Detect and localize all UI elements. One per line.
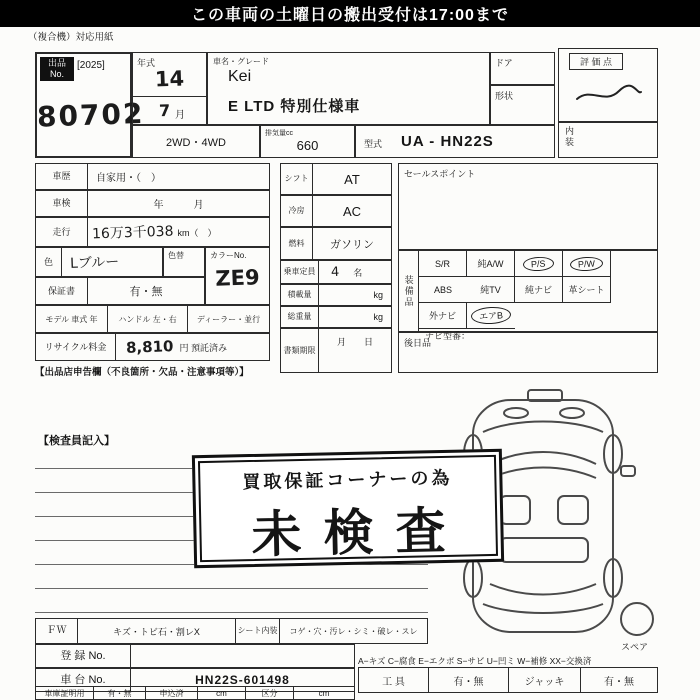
weight-row [280, 306, 392, 328]
notice-banner [0, 0, 700, 27]
name-grade-label: 車名・グレード [213, 57, 269, 66]
equip-sr: S/R [419, 251, 467, 277]
capacity-label: 乗車定員 [281, 261, 319, 283]
equip-airbag [467, 303, 515, 329]
garage-cell-3: cm [198, 687, 246, 699]
exhibit-no-label: 出品No. [40, 57, 74, 81]
fw-label: ＦＷ [36, 619, 78, 643]
registration-row [35, 644, 355, 668]
recycle-value: 8,810 [125, 337, 174, 357]
equipment-label: 装備品 [403, 274, 414, 308]
year-box [132, 52, 207, 125]
tools-row [358, 667, 658, 693]
sales-point-box [398, 163, 658, 250]
equip-airbag-circled: エアB [471, 306, 512, 325]
model-code-cell [355, 125, 555, 158]
capacity-value: 4 [330, 264, 340, 280]
tool-value: 有・無 [429, 668, 509, 692]
weight-unit: kg [373, 312, 383, 322]
model-year-unit: 年 [89, 314, 98, 324]
name-grade-box [207, 52, 490, 125]
fuel-row [280, 227, 392, 260]
door-box [490, 52, 555, 85]
warranty-row [35, 277, 205, 305]
load-unit: kg [373, 290, 383, 300]
history-label: 車歴 [36, 164, 88, 189]
mileage-unit: km（ ） [177, 227, 217, 238]
equip-tv: 純TV [467, 277, 515, 303]
model-handle-row [35, 305, 270, 333]
navi-model-label: ナビ型番： [425, 331, 471, 341]
exhibit-no-box [35, 52, 145, 158]
declaration-note: 【出品店申告欄（不良箇所・欠品・注意事項等）】 [35, 367, 249, 378]
chassis-value: HN22S-601498 [195, 673, 290, 687]
ac-label: 冷房 [281, 196, 313, 226]
displacement-value: 660 [296, 138, 319, 153]
docs-value: 月 日 [336, 337, 373, 347]
color-change-label: 色替 [168, 251, 184, 260]
equip-aw: 純A/W [467, 251, 515, 277]
score-box [558, 48, 658, 122]
jack-label: ジャッキ [509, 668, 581, 692]
spare-tire-mark [620, 602, 654, 636]
equip-navi: 純ナビ [515, 277, 563, 303]
car-name: Kei [228, 68, 252, 85]
registration-label: 登 録 No. [36, 645, 131, 667]
sales-point-label: セールスポイント [404, 169, 476, 179]
warranty-label: 保証書 [36, 278, 88, 304]
garage-row [35, 686, 355, 700]
seat-value: コゲ・穴・汚レ・シミ・破レ・スレ [289, 626, 418, 636]
model-code-value: UA - HN22S [401, 133, 494, 150]
fw-row [35, 618, 428, 644]
garage-cell-5: cm [318, 688, 330, 698]
mileage-label: 走行 [36, 218, 88, 246]
stamp-reason-text: 買取保証コーナーの為 [242, 467, 453, 493]
spare-label: スペア [621, 642, 649, 652]
equip-pw-circled: P/W [570, 256, 604, 272]
shaken-label: 車検 [36, 191, 88, 216]
equipment-grid [419, 251, 657, 329]
inspector-line [35, 612, 428, 613]
month-unit: 月 [175, 110, 185, 121]
load-row [280, 284, 392, 306]
docs-row [280, 328, 392, 373]
color-no-cell [205, 247, 270, 305]
interior-label: 内装 [564, 126, 574, 148]
stamp-main-text: 未検査 [250, 502, 469, 564]
displacement-cell [260, 125, 355, 158]
jack-value: 有・無 [604, 676, 634, 688]
load-label: 積載量 [281, 285, 319, 305]
equipment-box [398, 250, 658, 341]
year-value: 14 [154, 66, 185, 92]
garage-cell-1: 有・無 [94, 687, 146, 699]
shaken-row [35, 190, 270, 217]
score-label: 評 価 点 [569, 53, 623, 70]
registration-value [131, 645, 354, 667]
later-items-label: 後日品 [404, 338, 432, 348]
mileage-row [35, 217, 270, 247]
mileage-value: 16万3千038 [91, 223, 174, 243]
score-handwritten-mark [573, 79, 645, 111]
shift-label: シフト [281, 164, 313, 194]
door-label: ドア [495, 58, 513, 68]
car-grade: E LTD 特別仕様車 [228, 98, 361, 115]
year-stamp: [2025] [77, 60, 105, 71]
month-value: 7 [158, 100, 171, 121]
ac-value: AC [342, 203, 362, 219]
shape-box [490, 85, 555, 125]
color-row [35, 247, 163, 277]
shape-label: 形状 [495, 91, 514, 101]
capacity-row [280, 260, 392, 284]
equip-abs: ABS [419, 277, 467, 303]
warranty-value: 有・無 [129, 286, 163, 298]
fuel-value: ガソリン [330, 238, 374, 251]
color-change-cell [163, 247, 205, 277]
dealer-label: ディーラー・並行 [196, 314, 261, 324]
equip-leather: 革シート [563, 277, 611, 303]
garage-cell-4: 区分 [246, 687, 294, 699]
inspector-line [35, 588, 428, 589]
month-cell [133, 96, 206, 124]
recycle-label: リサイクル料金 [36, 334, 116, 360]
shift-row [280, 163, 392, 195]
year-label: 年式 [137, 58, 156, 68]
docs-label: 書類期限 [281, 329, 319, 372]
chassis-label: 車 台 No. [36, 669, 131, 691]
later-items-box [398, 332, 658, 373]
interior-box [558, 122, 658, 158]
drive-cell [132, 125, 260, 158]
equipment-label-cell [399, 251, 419, 331]
inspector-section-label: 【検査員記入】 [38, 435, 115, 447]
color-value: Lブルー [69, 254, 120, 272]
equip-extnavi: 外ナビ [419, 303, 467, 329]
not-inspected-stamp [192, 449, 504, 568]
equip-ps [515, 251, 563, 277]
shift-value: AT [344, 171, 360, 187]
weight-label: 総重量 [281, 307, 319, 327]
color-no-value: ZE9 [215, 265, 260, 291]
capacity-unit: 名 [353, 267, 363, 278]
paper-type-note: （複合機）対応用紙 [28, 32, 114, 43]
exhibit-number: 80702 [36, 96, 145, 134]
fuel-label: 燃料 [281, 228, 313, 259]
handle-label: ハンドル 左・右 [108, 306, 188, 332]
model-year-label: モデル 車式 [45, 314, 88, 324]
shaken-value: 年 月 [153, 200, 204, 211]
recycle-row [35, 333, 270, 361]
equip-ps-circled: P/S [523, 256, 554, 272]
history-row [35, 163, 270, 190]
tool-label: 工 具 [359, 668, 429, 692]
displacement-label: 排気量cc [265, 130, 293, 137]
fw-value: キズ・トビ石・割レX [78, 619, 236, 643]
color-no-label: カラーNo. [210, 251, 247, 260]
ac-row [280, 195, 392, 227]
drive-value: 2WD・4WD [166, 136, 226, 149]
recycle-unit: 円 預託済み [179, 342, 227, 353]
seat-label: シート内装 [236, 619, 280, 643]
garage-label: 車庫証明用 [36, 687, 94, 699]
color-label: 色 [36, 248, 62, 276]
notice-banner-text: この車両の土曜日の搬出受付は17:00まで [191, 7, 509, 24]
damage-legend: A−キズ C−腐食 E−エクボ S−サビ U−凹ミ W−補修 XX−交換済 [358, 656, 592, 666]
equip-pw [563, 251, 611, 277]
garage-cell-2: 申込済 [146, 687, 198, 699]
history-value: 自家用・（ ） [96, 173, 161, 184]
model-code-label: 型式 [364, 139, 383, 149]
